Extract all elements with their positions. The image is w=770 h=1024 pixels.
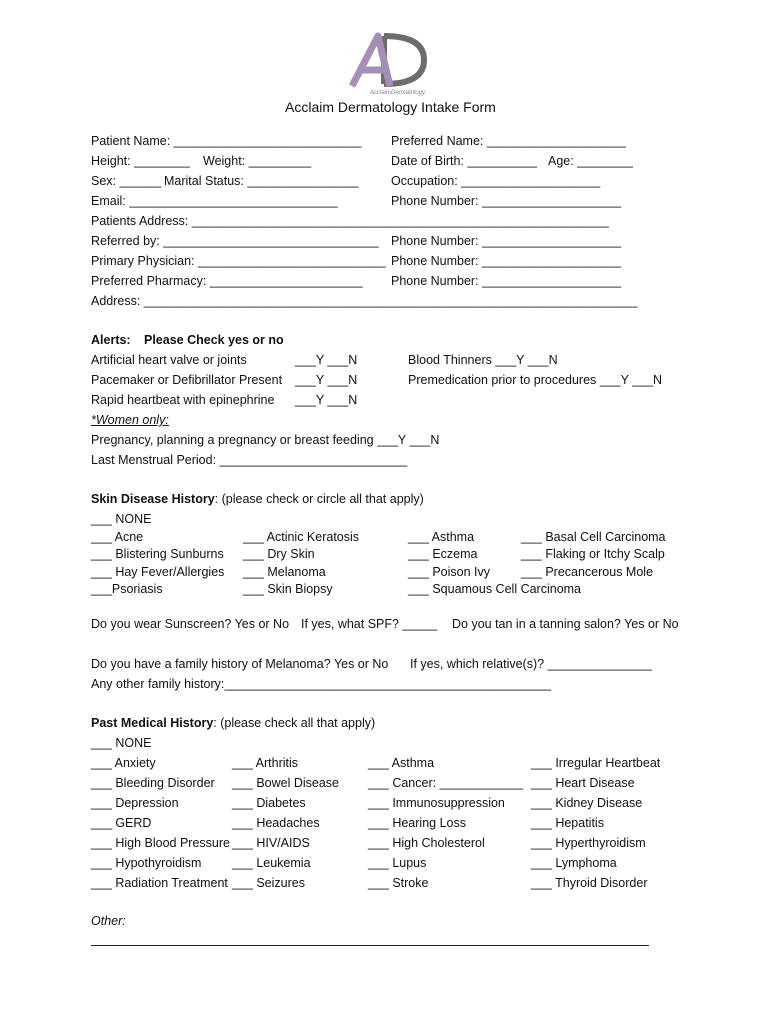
tanning-question[interactable]: Do you tan in a tanning salon? Yes or No (452, 617, 679, 631)
medical-option[interactable]: ___ HIV/AIDS (232, 836, 310, 850)
patients-address-field[interactable]: Patients Address: ____________________________________________________________ (91, 214, 609, 228)
medical-option[interactable]: ___ Hypothyroidism (91, 856, 202, 870)
other-label: Other: (91, 914, 126, 928)
medical-option[interactable]: ___ Kidney Disease (531, 796, 643, 810)
medical-option[interactable]: ___ Hepatitis (531, 816, 604, 830)
other-family-history-field[interactable]: Any other family history:_______________________________________________ (91, 677, 552, 691)
medical-option[interactable]: ___ Diabetes (232, 796, 306, 810)
skin-history-title: Skin Disease History (91, 492, 215, 506)
skin-option[interactable]: ___ Precancerous Mole (521, 565, 654, 579)
medical-option[interactable]: ___ Cancer: ____________ (368, 776, 523, 790)
medical-option[interactable]: ___ Asthma (368, 756, 435, 770)
alert-premedication[interactable]: Premedication prior to procedures ___Y ___N (408, 373, 663, 387)
medical-option[interactable]: ___ Stroke (368, 876, 429, 890)
age-field[interactable]: Age: ________ (548, 154, 633, 168)
medical-option[interactable]: ___ High Blood Pressure (91, 836, 230, 850)
medical-option[interactable]: ___ Bowel Disease (232, 776, 340, 790)
skin-option[interactable]: ___ Hay Fever/Allergies (91, 565, 225, 579)
medical-option[interactable]: ___ Lupus (368, 856, 427, 870)
relatives-field[interactable]: If yes, which relative(s)? _______________ (410, 657, 652, 671)
medical-option[interactable]: ___ Headaches (232, 816, 320, 830)
medical-option[interactable]: ___ Leukemia (232, 856, 311, 870)
alert-heart-valve-label: Artificial heart valve or joints (91, 353, 247, 367)
skin-history-note: : (please check or circle all that apply) (214, 492, 424, 506)
medical-option[interactable]: ___ Heart Disease (531, 776, 635, 790)
alert-rapid-heartbeat-label: Rapid heartbeat with epinephrine (91, 393, 275, 407)
skin-option[interactable]: ___ Flaking or Itchy Scalp (521, 547, 665, 561)
skin-option[interactable]: ___ Poison Ivy (408, 565, 490, 579)
skin-option[interactable]: ___ Basal Cell Carcinoma (521, 530, 666, 544)
medical-option[interactable]: ___ High Cholesterol (368, 836, 485, 850)
women-only-label: *Women only: (91, 413, 169, 427)
medical-option[interactable]: ___ Hearing Loss (368, 816, 466, 830)
referrer-phone-field[interactable]: Phone Number: ____________________ (391, 234, 622, 248)
medical-none-option[interactable]: ___ NONE (91, 736, 152, 750)
medical-history-heading (91, 715, 375, 731)
medical-option[interactable]: ___ Immunosuppression (368, 796, 505, 810)
physician-phone-field[interactable]: Phone Number: ____________________ (391, 254, 622, 268)
acclaim-dermatology-logo (348, 30, 430, 98)
last-menstrual-period-field[interactable]: Last Menstrual Period: ___________________________ (91, 453, 408, 467)
medical-option[interactable]: ___ Hyperthyroidism (531, 836, 646, 850)
medical-history-note: : (please check all that apply) (213, 716, 376, 730)
skin-option[interactable]: ___ Melanoma (243, 565, 326, 579)
form-title: Acclaim Dermatology Intake Form (285, 99, 496, 115)
medical-option[interactable]: ___ Seizures (232, 876, 305, 890)
primary-physician-field[interactable]: Primary Physician: ___________________________ (91, 254, 386, 268)
alert-heart-valve-yn[interactable]: ___Y ___N (295, 353, 358, 367)
phone-number-field[interactable]: Phone Number: ____________________ (391, 194, 622, 208)
alerts-instruction: Please Check yes or no (144, 333, 284, 347)
dob-field[interactable]: Date of Birth: __________ (391, 154, 537, 168)
preferred-pharmacy-field[interactable]: Preferred Pharmacy: ______________________ (91, 274, 363, 288)
medical-option[interactable]: ___ Depression (91, 796, 179, 810)
alert-pacemaker-yn[interactable]: ___Y ___N (295, 373, 358, 387)
pharmacy-address-field[interactable]: Address: _______________________________________________________________________ (91, 294, 638, 308)
sunscreen-question[interactable]: Do you wear Sunscreen? Yes or No (91, 617, 290, 631)
skin-option[interactable]: ___ Blistering Sunburns (91, 547, 224, 561)
skin-option[interactable]: ___Psoriasis (91, 582, 163, 596)
skin-option[interactable]: ___ Asthma (408, 530, 475, 544)
medical-history-title: Past Medical History (91, 716, 214, 730)
logo-wordmark: AcclaimDermatology (370, 90, 426, 96)
email-field[interactable]: Email: ______________________________ (91, 194, 338, 208)
pharmacy-phone-field[interactable]: Phone Number: ____________________ (391, 274, 622, 288)
skin-history-heading (91, 491, 424, 507)
skin-option[interactable]: ___ Squamous Cell Carcinoma (408, 582, 582, 596)
weight-field[interactable]: Weight: _________ (203, 154, 312, 168)
alert-rapid-heartbeat-yn[interactable]: ___Y ___N (295, 393, 358, 407)
medical-option[interactable]: ___ Bleeding Disorder (91, 776, 215, 790)
medical-option[interactable]: ___ Radiation Treatment (91, 876, 228, 890)
alerts-heading: Alerts: (91, 333, 131, 347)
skin-option[interactable]: ___ Dry Skin (243, 547, 315, 561)
medical-option[interactable]: ___ Thyroid Disorder (531, 876, 648, 890)
occupation-field[interactable]: Occupation: ____________________ (391, 174, 601, 188)
alert-blood-thinners[interactable]: Blood Thinners ___Y ___N (408, 353, 558, 367)
marital-status-field[interactable]: Marital Status: ________________ (164, 174, 359, 188)
spf-field[interactable]: If yes, what SPF? _____ (301, 617, 438, 631)
medical-option[interactable]: ___ Irregular Heartbeat (531, 756, 661, 770)
skin-option[interactable]: ___ Skin Biopsy (243, 582, 333, 596)
alert-pregnancy[interactable]: Pregnancy, planning a pregnancy or breast feeding ___Y ___N (91, 433, 440, 447)
height-field[interactable]: Height: ________ (91, 154, 190, 168)
medical-option[interactable]: ___ GERD (91, 816, 152, 830)
medical-option[interactable]: ___ Anxiety (91, 756, 156, 770)
skin-none-option[interactable]: ___ NONE (91, 512, 152, 526)
patient-name-field[interactable]: Patient Name: ___________________________ (91, 134, 362, 148)
medical-option[interactable]: ___ Lymphoma (531, 856, 617, 870)
referred-by-field[interactable]: Referred by: _______________________________ (91, 234, 379, 248)
skin-option[interactable]: ___ Acne (91, 530, 144, 544)
family-melanoma-question[interactable]: Do you have a family history of Melanoma? Yes or No (91, 657, 389, 671)
other-input-line[interactable] (91, 945, 649, 946)
skin-option[interactable]: ___ Actinic Keratosis (243, 530, 360, 544)
preferred-name-field[interactable]: Preferred Name: ____________________ (391, 134, 626, 148)
sex-field[interactable]: Sex: ______ (91, 174, 162, 188)
skin-option[interactable]: ___ Eczema (408, 547, 478, 561)
alert-pacemaker-label: Pacemaker or Defibrillator Present (91, 373, 283, 387)
medical-option[interactable]: ___ Arthritis (232, 756, 299, 770)
